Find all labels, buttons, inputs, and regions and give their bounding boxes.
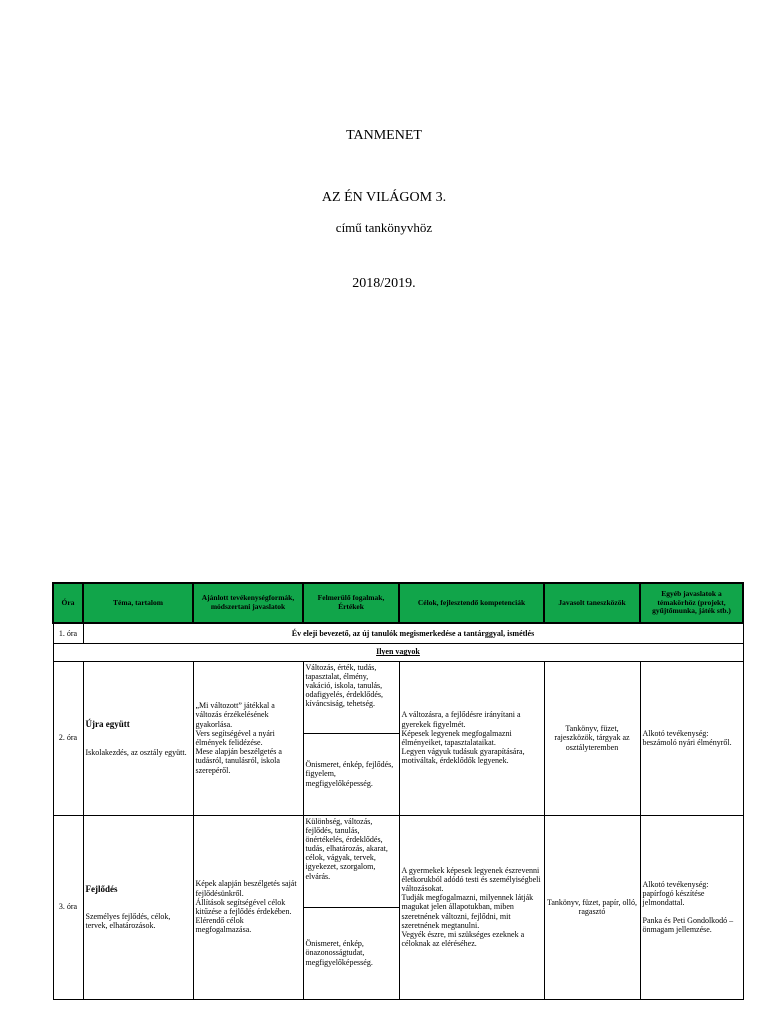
row3-tools: Tankönyv, füzet, papír, olló, ragasztó <box>544 815 640 999</box>
row2-topic: Újra együtt <box>85 719 130 730</box>
row2-other: Alkotó tevékenység: beszámoló nyári élményről. <box>640 661 743 815</box>
row2-concepts-top: Változás, érték, tudás, tapasztalat, élmény, vakáció, iskola, tanulás, odafigyelés, érdeklődés, kíváncsiság, tehetség. <box>303 661 399 733</box>
row2-subtopic: Iskolakezdés, az osztály együtt. <box>85 747 187 757</box>
table-row <box>53 623 743 643</box>
row2-concepts-bottom: Önismeret, énkép, fejlődés, figyelem, megfigyelőképesség. <box>303 733 399 815</box>
row2-goals: A változásra, a fejlődésre irányítani a gyerekek figyelmét. Képesek legyenek megfogalmazni élményeiket, tapasztalataikat. Legyen vágyuk tudásuk gyarapítására, motiváltak, érdeklődők legyenek. <box>399 661 544 815</box>
row1-intro: Év eleji bevezető, az új tanulók megismerkedése a tantárggyal, ismétlés <box>83 623 743 643</box>
book-title: AZ ÉN VILÁGOM 3. <box>321 190 447 205</box>
row3-other-cell <box>640 815 743 999</box>
row3-goals: A gyermekek képesek legyenek észrevenni életkorukból adódó testi és személyiségbeli változásokat. Tudják megfogalmazni, milyennek látják magukat jelen állapotukban, miben szeretnének változni, fejlődni, mit szeretnének megtanulni. Vegyék észre, mi szükséges ezeknek a céloknak az eléréséhez. <box>399 815 544 999</box>
row3-concepts-bottom: Önismeret, énkép, önazonosságtudat, megfigyelőképesség. <box>303 907 399 999</box>
header-topic: Téma, tartalom <box>83 583 193 623</box>
row3-other-2: Panka és Peti Gondolkodó – önmagam jellemzése. <box>642 915 734 934</box>
header-concepts: Felmerülő fogalmak, Értékek <box>303 583 399 623</box>
row2-topic-cell <box>83 661 193 815</box>
header-other: Egyéb javaslatok a témakörhöz (projekt, gyűjtőmunka, játék stb.) <box>640 583 743 623</box>
book-subtitle: című tankönyvhöz <box>335 220 433 235</box>
row3-activities: Képek alapján beszélgetés saját fejlődésünkről. Állítások segítségével célok kitűzése a fejlődés érdekében. Elérendő célok megfogalmazása. <box>193 815 303 999</box>
header-ora: Óra <box>53 583 83 623</box>
row3-concepts-top: Különbség, változás, fejlődés, tanulás, önértékelés, érdeklődés, tudás, elhatározás, akarat, célok, vágyak, tervek, igyekezet, szorgalom, elvárás. <box>303 815 399 907</box>
school-year: 2018/2019. <box>352 276 416 291</box>
header-goals: Célok, fejlesztendő kompetenciák <box>399 583 544 623</box>
section-row <box>53 643 743 661</box>
table-row <box>53 661 743 733</box>
row3-ora: 3. óra <box>53 815 83 999</box>
lesson-plan-table <box>52 582 744 1000</box>
row3-topic: Fejlődés <box>85 883 118 894</box>
row3-subtopic: Személyes fejlődés, célok, tervek, elhatározások. <box>85 911 171 931</box>
row2-activities: „Mi változott” játékkal a változás érzékelésének gyakorlása. Vers segítségével a nyári élmények felidézése. Mese alapján beszélgetés a tudásról, tanulásról, iskola szerepéről. <box>193 661 303 815</box>
row2-tools: Tankönyv, füzet, rajeszközök, tárgyak az osztályteremben <box>544 661 640 815</box>
table-row <box>53 815 743 907</box>
row3-topic-cell <box>83 815 193 999</box>
row2-ora: 2. óra <box>53 661 83 815</box>
row1-ora: 1. óra <box>53 623 83 643</box>
section-title: Ilyen vagyok <box>53 643 743 661</box>
table-header-row <box>53 583 743 623</box>
document-title: TANMENET <box>346 128 422 143</box>
row3-other-1: Alkotó tevékenység: papírfogó készítése jelmondattal. <box>642 880 709 908</box>
header-tools: Javasolt taneszközök <box>544 583 640 623</box>
header-activities: Ajánlott tevékenységformák, módszertani javaslatok <box>193 583 303 623</box>
